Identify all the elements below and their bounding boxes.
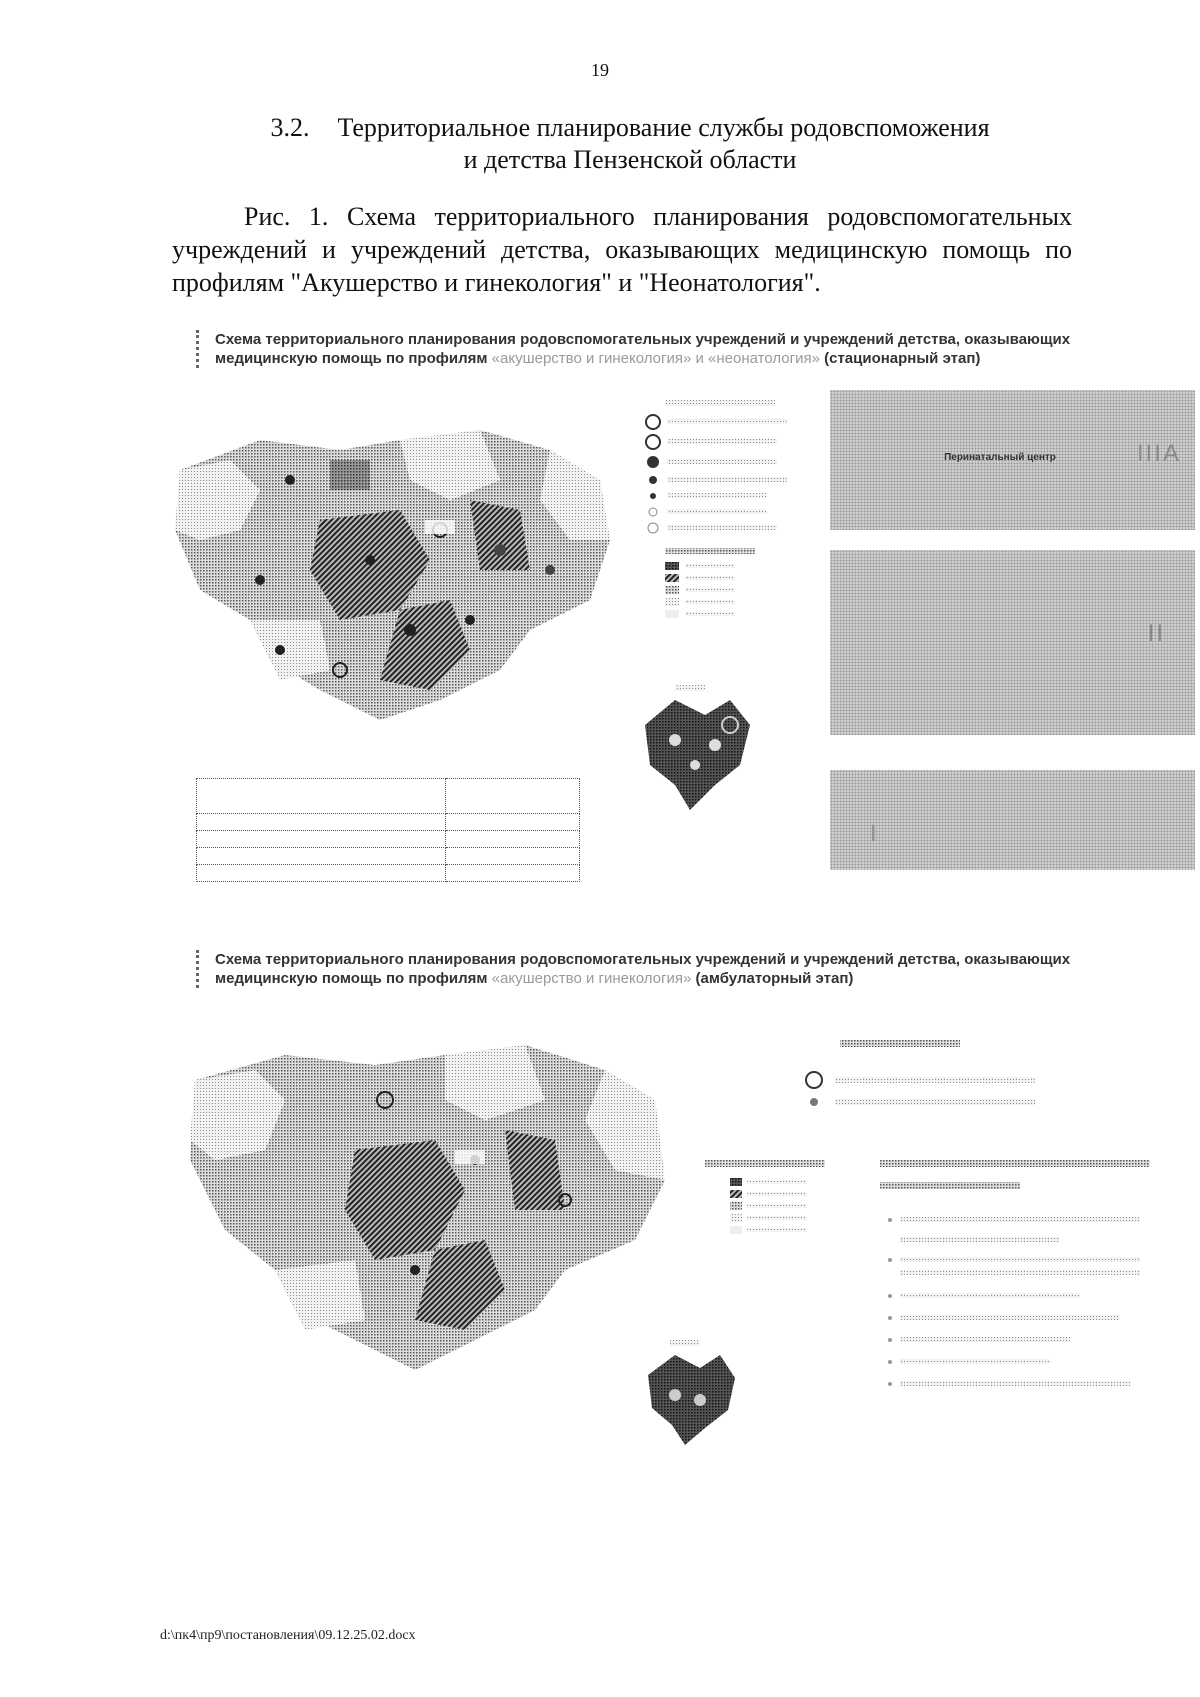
figure1-panel-level1 xyxy=(830,770,1195,870)
figure2-title-end: (амбулаторный этап) xyxy=(695,970,854,987)
panel1-level: IIIA xyxy=(1136,440,1181,467)
figure2-legend-symbols xyxy=(800,1040,1060,1110)
figure1-title-main: Схема территориального планирования родовспомогательных учреждений и учреждений детства, оказывающих медицинскую помощь по профилям xyxy=(215,331,1071,367)
figure1-city-inset xyxy=(635,685,755,815)
panel2-level: II xyxy=(1147,620,1165,647)
figure1-panel-maternity xyxy=(830,550,1195,735)
figure1-title-faded: «акушерство и гинекология» и «неонатология» xyxy=(491,350,820,367)
figure-caption: Рис. 1. Схема территориального планирования родовспомогательных учреждений и учреждений детства, оказывающих медицинскую помощь по профилям "Акушерство и гинекология" и "Неонатология". xyxy=(172,202,1072,297)
figure2-title-main: Схема территориального планирования родовспомогательных учреждений и учреждений детства, оказывающих медицинскую помощь по профилям xyxy=(215,951,1071,987)
figure2-title-faded: «акушерство и гинекология» xyxy=(491,970,692,987)
figure2-title xyxy=(196,950,1125,988)
figure2-population-legend xyxy=(705,1160,835,1250)
figure1-legend-symbols xyxy=(645,400,825,670)
section-number: 3.2. xyxy=(270,113,310,142)
figure1-table xyxy=(196,778,580,882)
perinatal-center-title: Перинатальный центр xyxy=(944,452,1056,463)
figure1-title-end: (стационарный этап) xyxy=(824,350,981,367)
panel3-level: I xyxy=(870,820,879,847)
figure1-panel-perinatal xyxy=(830,390,1195,530)
page-number: 19 xyxy=(591,60,609,80)
figure2-clinics-list xyxy=(880,1160,1160,1420)
section-title-line2: и детства Пензенской области xyxy=(463,145,797,174)
section-title xyxy=(200,112,1060,176)
figure1-region-map xyxy=(170,420,640,730)
figure2-region-map xyxy=(185,1040,685,1380)
section-title-line1: Территориальное планирование службы родовспоможения xyxy=(337,113,990,142)
figure1-title xyxy=(196,330,1125,368)
figure2-city-inset xyxy=(640,1340,740,1450)
footer-file-path: d:\пк4\пр9\постановления\09.12.25.02.docx xyxy=(160,1628,416,1643)
